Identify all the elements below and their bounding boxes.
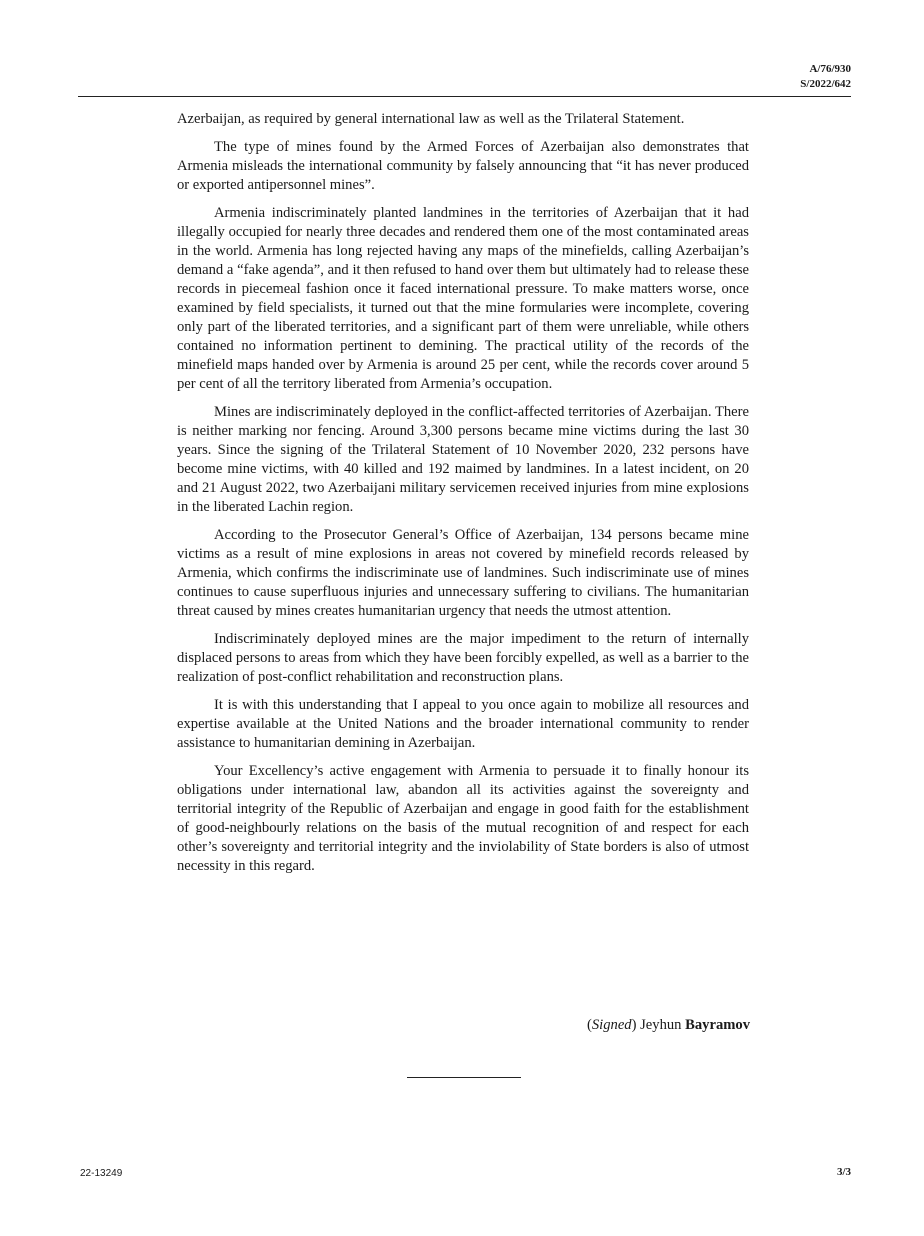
document-number: 22-13249 [80,1168,123,1179]
paragraph-mine-victims: Mines are indiscriminately deployed in the conflict-affected territories of Azerbaijan. There is neither marking nor fencing. Around 3,300 persons became mine victims during the last 30 years. Since the signing of the Trilateral Statement of 10 November 2020, 232 persons have become mine victims, with 40 killed and 192 maimed by landmines. In a latest incident, on 20 and 21 August 2022, two Azerbaijani military servicemen received injuries from mine explosions in the liberated Lachin region. [177,404,749,515]
paragraph-engagement: Your Excellency’s active engagement with Armenia to persuade it to finally honour its obligations under international law, abandon all its activities against the sovereignty and territorial integrity of the Republic of Azerbaijan and engage in good faith for the establishment of good-neighbourly relations on the basis of the mutual recognition of and respect for each other’s sovereignty and territorial integrity and the inviolability of State borders is also of utmost necessity in this regard. [177,763,749,874]
document-symbols [800,62,851,92]
document-symbol-a: A/76/930 [809,63,851,75]
paragraph-continuation: Azerbaijan, as required by general international law as well as the Trilateral Statement. [177,111,685,127]
signed-label: Signed [591,1017,632,1033]
document-symbol-s: S/2022/642 [800,78,851,90]
signatory-first-name: Jeyhun [640,1017,682,1033]
end-rule [407,1077,521,1078]
paragraph-prosecutor: According to the Prosecutor General’s Office of Azerbaijan, 134 persons became mine victims as a result of mine explosions in areas not covered by minefield records released by Armenia, which confirms the indiscriminate use of landmines. Such indiscriminate use of mines continues to cause superfluous injuries and unnecessary suffering to civilians. The humanitarian threat caused by mines creates humanitarian urgency that needs the utmost attention. [177,527,749,619]
header-rule [78,96,851,97]
signature-line: (Signed) Jeyhun Bayramov [587,1017,750,1033]
paragraph-minefield-maps: Armenia indiscriminately planted landmines in the territories of Azerbaijan that it had illegally occupied for nearly three decades and rendered them one of the most contaminated areas in the world. Armenia has long rejected having any maps of the minefields, calling Azerbaijan’s demand a “fake agenda”, and it then refused to hand over them but ultimately had to release these records in piecemeal fashion once it faced international pressure. To make matters worse, once examined by field specialists, it turned out that the mine formularies were incomplete, covering only part of the liberated territories, and a significant part of them were unreliable, while others contained no information pertinent to demining. The practical utility of the records of the minefield maps handed over by Armenia is around 25 per cent, while the records cover around 5 per cent of all the territory liberated from Armenia’s occupation. [177,205,749,392]
page-number: 3/3 [836,1166,851,1178]
letter-body [177,110,749,885]
paragraph-impediment: Indiscriminately deployed mines are the major impediment to the return of internally displaced persons to areas from which they have been forcibly expelled, as well as a barrier to the realization of post-conflict rehabilitation and reconstruction plans. [177,631,749,685]
paragraph-appeal: It is with this understanding that I appeal to you once again to mobilize all resources and expertise available at the United Nations and the broader international community to render assistance to humanitarian demining in Azerbaijan. [177,697,749,751]
signatory-surname: Bayramov [685,1017,750,1033]
paragraph-mine-types: The type of mines found by the Armed Forces of Azerbaijan also demonstrates that Armenia misleads the international community by falsely announcing that “it has never produced or exported antipersonnel mines”. [177,139,749,193]
